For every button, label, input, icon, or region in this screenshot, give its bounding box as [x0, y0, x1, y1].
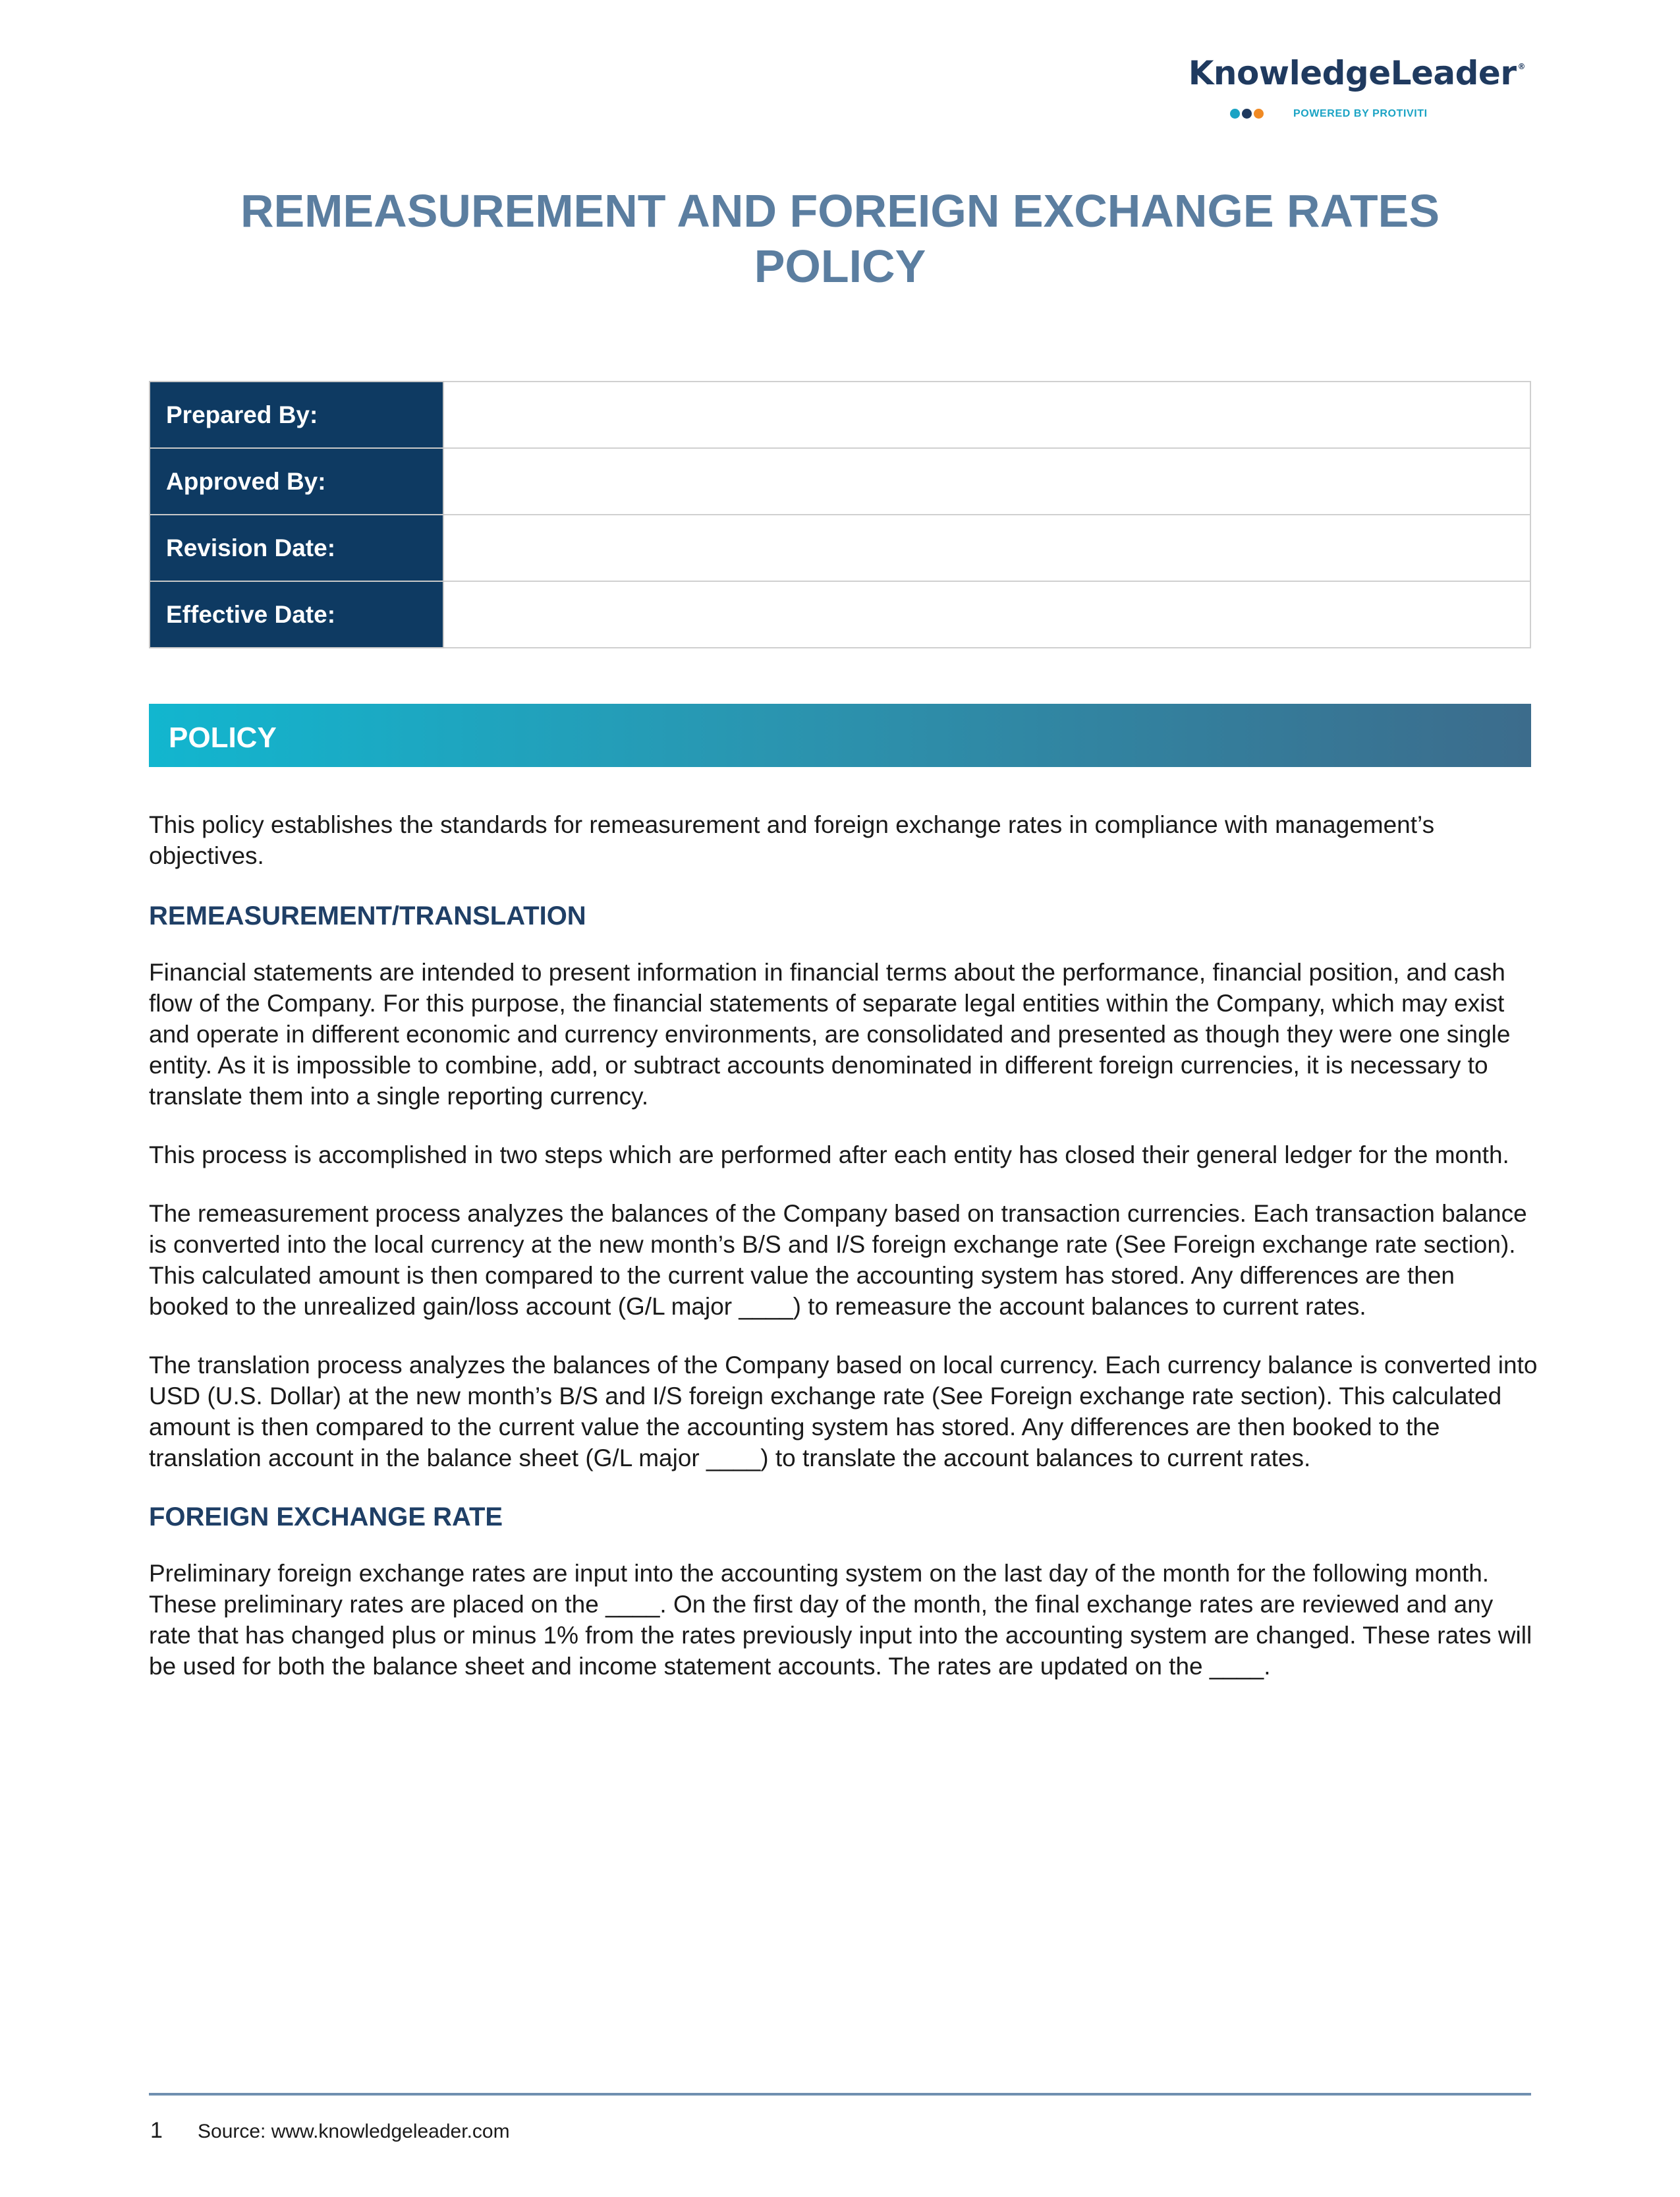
logo-dots-icon: [1230, 109, 1266, 119]
effective-date-label: Effective Date:: [150, 581, 443, 648]
fx-rate-paragraph: Preliminary foreign exchange rates are input into the accounting system on the last day of the month for the following month. These preliminary rates are placed on the ____. On the first day of the month, the final exchange rates are reviewed and any rate that has changed plus or minus 1% from the rates previously input into the accounting system are changed. These rates will be used for both the balance sheet and income statement accounts. The rates are updated on the ____.: [149, 1560, 1532, 1680]
prepared-by-field[interactable]: [443, 382, 1530, 448]
registered-mark: ®: [1517, 62, 1525, 71]
logo-name-text: KnowledgeLeader: [1188, 54, 1517, 92]
remeasurement-paragraph-4: The translation process analyzes the balances of the Company based on local currency. Each currency balance is converted into USD (U.S. Dollar) at the new month’s B/S and I/S foreign exchange rate (See Foreign exchange rate section). This calculated amount is then compared to the current value the accounting system has stored. Any differences are then booked to the translation account in the balance sheet (G/L major ____) to translate the account balances to current rates.: [149, 1352, 1538, 1471]
title-line-1: REMEASUREMENT AND FOREIGN EXCHANGE RATES: [240, 185, 1440, 237]
logo-dot-teal: [1230, 109, 1240, 119]
table-row: [150, 448, 1530, 515]
approved-by-field[interactable]: [443, 448, 1530, 515]
footer-divider: [149, 2093, 1531, 2096]
title-line-2: POLICY: [754, 241, 926, 292]
logo-dot-orange: [1254, 109, 1264, 119]
approved-by-label: Approved By:: [150, 448, 443, 515]
fx-rate-heading: FOREIGN EXCHANGE RATE: [149, 1502, 503, 1531]
effective-date-field[interactable]: [443, 581, 1530, 648]
revision-date-field[interactable]: [443, 515, 1530, 581]
knowledgeleader-logo: [1183, 54, 1525, 127]
table-row: [150, 581, 1530, 648]
policy-banner-title: POLICY: [169, 722, 277, 754]
document-info-table: [149, 381, 1531, 648]
source-citation: Source: www.knowledgeleader.com: [198, 2121, 510, 2142]
revision-date-label: Revision Date:: [150, 515, 443, 581]
remeasurement-paragraph-1: Financial statements are intended to present information in financial terms about the performance, financial position, and cash flow of the Company. For this purpose, the financial statements of separate legal entities within the Company, which may exist and operate in different economic and currency environments, are consolidated and presented as though they were one single entity. As it is impossible to combine, add, or subtract accounts denominated in different foreign currencies, it is necessary to translate them into a single reporting currency.: [149, 959, 1511, 1110]
logo-wordmark: [1189, 54, 1525, 92]
policy-section-banner: [149, 704, 1531, 767]
logo-dot-navy: [1242, 109, 1252, 119]
policy-body: [149, 809, 1539, 1709]
table-row: [150, 515, 1530, 581]
logo-tagline: POWERED BY PROTIVITI: [1293, 108, 1428, 119]
remeasurement-heading: REMEASUREMENT/TRANSLATION: [149, 901, 586, 930]
policy-intro: This policy establishes the standards for remeasurement and foreign exchange rates in compliance with management’s objectives.: [149, 811, 1435, 869]
document-title: [132, 183, 1548, 294]
prepared-by-label: Prepared By:: [150, 382, 443, 448]
table-row: [150, 382, 1530, 448]
page-number: 1: [150, 2118, 163, 2143]
remeasurement-paragraph-2: This process is accomplished in two steps which are performed after each entity has closed their general ledger for the month.: [149, 1141, 1509, 1168]
remeasurement-paragraph-3: The remeasurement process analyzes the balances of the Company based on transaction currencies. Each transaction balance is converted into the local currency at the new month’s B/S and I/S foreign exchange rate (See Foreign exchange rate section). This calculated amount is then compared to the current value the accounting system has stored. Any differences are then booked to the unrealized gain/loss account (G/L major ____) to remeasure the account balances to current rates.: [149, 1200, 1527, 1320]
